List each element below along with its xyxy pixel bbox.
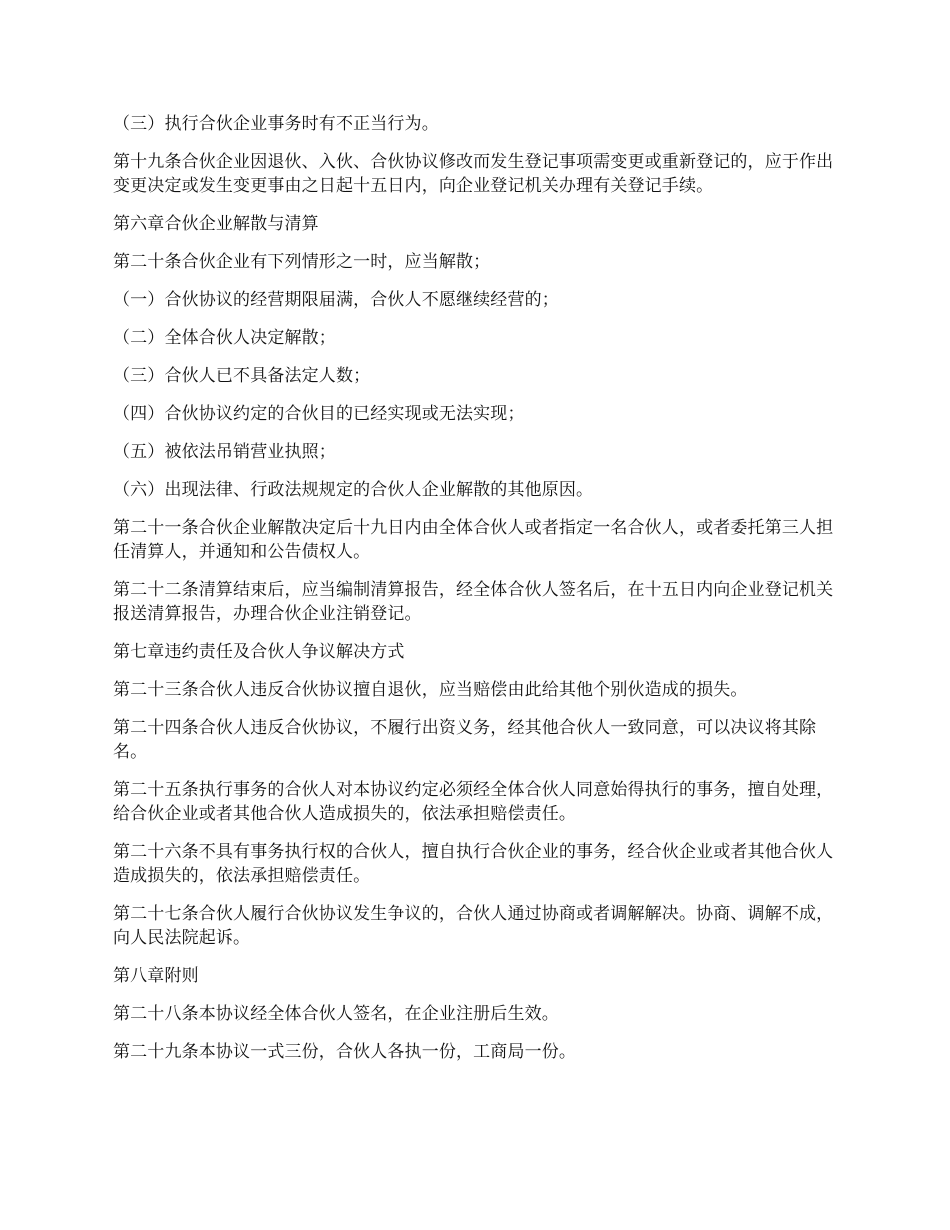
paragraph-article-20-item-6: （六）出现法律、行政法规规定的合伙人企业解散的其他原因。	[113, 480, 594, 500]
paragraph-article-20-item-4: （四）合伙协议约定的合伙目的已经实现或无法实现；	[113, 404, 525, 424]
paragraph-article-24: 第二十四条合伙人违反合伙协议，不履行出资义务，经其他合伙人一致同意，可以决议将其除名。	[113, 718, 817, 762]
chapter-8-heading: 第八章附则	[113, 966, 199, 986]
paragraph-article-26: 第二十六条不具有事务执行权的合伙人，擅自执行合伙企业的事务，经合伙企业或者其他合伙人造成损失的，依法承担赔偿责任。	[113, 842, 834, 886]
paragraph-article-23: 第二十三条合伙人违反合伙协议擅自退伙，应当赔偿由此给其他个别伙造成的损失。	[113, 680, 748, 700]
chapter-7-heading: 第七章违约责任及合伙人争议解决方式	[113, 642, 405, 662]
paragraph-article-19: 第十九条合伙企业因退伙、入伙、合伙协议修改而发生登记事项需变更或重新登记的，应于作出变更决定或发生变更事由之日起十五日内，向企业登记机关办理有关登记手续。	[113, 152, 834, 196]
paragraph-clause-3-improper-conduct: （三）执行合伙企业事务时有不正当行为。	[113, 114, 439, 134]
paragraph-article-25: 第二十五条执行事务的合伙人对本协议约定必须经全体合伙人同意始得执行的事务，擅自处理，给合伙企业或者其他合伙人造成损失的，依法承担赔偿责任。	[113, 780, 834, 824]
paragraph-article-20-item-3: （三）合伙人已不具备法定人数；	[113, 366, 371, 386]
paragraph-article-29: 第二十九条本协议一式三份，合伙人各执一份，工商局一份。	[113, 1042, 577, 1062]
paragraph-article-21: 第二十一条合伙企业解散决定后十九日内由全体合伙人或者指定一名合伙人，或者委托第三人担任清算人，并通知和公告债权人。	[113, 518, 834, 562]
paragraph-article-20: 第二十条合伙企业有下列情形之一时，应当解散；	[113, 252, 491, 272]
chapter-6-heading: 第六章合伙企业解散与清算	[113, 214, 319, 234]
paragraph-article-20-item-1: （一）合伙协议的经营期限届满，合伙人不愿继续经营的；	[113, 290, 559, 310]
paragraph-article-22: 第二十二条清算结束后，应当编制清算报告，经全体合伙人签名后，在十五日内向企业登记机关报送清算报告，办理合伙企业注销登记。	[113, 580, 834, 624]
paragraph-article-28: 第二十八条本协议经全体合伙人签名，在企业注册后生效。	[113, 1004, 559, 1024]
paragraph-article-27: 第二十七条合伙人履行合伙协议发生争议的，合伙人通过协商或者调解解决。协商、调解不成，向人民法院起诉。	[113, 904, 834, 948]
paragraph-article-20-item-2: （二）全体合伙人决定解散；	[113, 328, 336, 348]
paragraph-article-20-item-5: （五）被依法吊销营业执照；	[113, 442, 336, 462]
